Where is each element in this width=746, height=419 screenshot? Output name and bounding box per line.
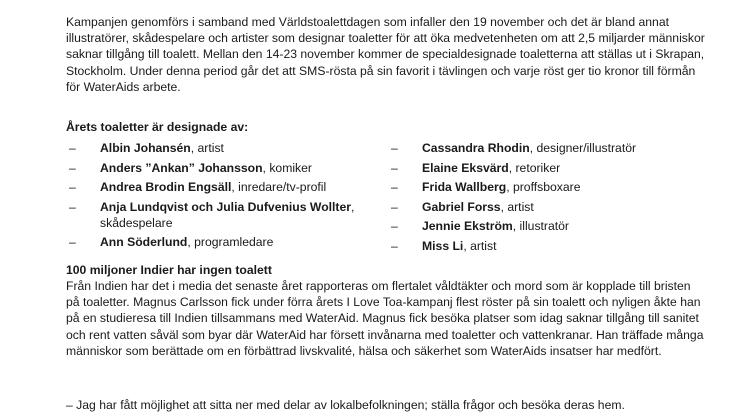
designer-name: Cassandra Rhodin [422, 141, 530, 155]
section-heading: 100 miljoner Indier har ingen toalett [66, 263, 272, 277]
dash-bullet: – [391, 160, 398, 175]
dash-bullet: – [391, 219, 398, 233]
designer-role: , illustratör [512, 219, 569, 233]
designer-name: Anja Lundqvist och Julia Dufvenius Wollter [100, 199, 351, 214]
designer-role: , artist [500, 199, 534, 214]
designer-role: , komiker [262, 160, 312, 175]
designer-role: , skådespelare [100, 199, 355, 230]
list-item [388, 140, 688, 156]
designer-role: , retoriker [508, 160, 561, 175]
designer-name: Anders ”Ankan” Johansson [100, 160, 263, 175]
designer-name: Frida Wallberg [422, 180, 507, 194]
designer-role: , programledare [187, 235, 274, 250]
intro-paragraph: Kampanjen genomförs i samband med Världstoalettdagen som infaller den 19 november och det är bland annat illustratörer, skådespelare och artister som designar toaletter för att öka medvetenheten om att 2,5 miljarder människor saknar tillgång till toalett. Mellan den 14-23 november kommer de specialdesignade toaletterna att ställas ut i Skrapan, Stockholm. Under denna period går det att SMS-rösta på sin favorit i tävlingen och varje röst ger tio kronor till förmån för WaterAids arbete. [66, 15, 705, 94]
list-item [66, 179, 366, 195]
designer-name: Miss Li [422, 238, 464, 253]
designer-name: Andrea Brodin Engsäll [100, 180, 232, 194]
designer-name: Jennie Ekström [422, 219, 513, 233]
designers-list-left [66, 140, 366, 254]
dash-bullet: – [391, 238, 398, 253]
dash-bullet: – [391, 180, 398, 194]
dash-bullet: – [69, 235, 76, 250]
designer-name: Gabriel Forss [422, 199, 501, 214]
designers-list-right [388, 140, 688, 257]
designer-name: Ann Söderlund [100, 235, 188, 250]
designers-heading: Årets toaletter är designade av: [66, 120, 249, 134]
list-item [66, 234, 366, 250]
designer-name: Albin Johansén [100, 141, 191, 155]
list-item [388, 160, 688, 176]
dash-bullet: – [391, 199, 398, 214]
designer-role: , proffsboxare [506, 180, 581, 194]
designer-role: , artist [463, 238, 497, 253]
designer-role: , designer/illustratör [529, 141, 637, 155]
dash-bullet: – [391, 141, 398, 155]
designer-name: Elaine Eksvärd [422, 160, 509, 175]
list-item [66, 140, 366, 156]
dash-bullet: – [69, 199, 76, 214]
dash-bullet: – [69, 141, 76, 155]
list-item [388, 238, 688, 254]
list-item [388, 218, 688, 234]
quote-paragraph: – Jag har fått möjlighet att sitta ner med delar av lokalbefolkningen; ställa frågor och besöka deras hem. [66, 398, 625, 412]
list-item [388, 179, 688, 195]
section-paragraph: Från Indien har det i media det senaste året rapporteras om flertalet våldtäkter och mord som är kopplade till bristen på toaletter. Magnus Carlsson fick under förra årets I Love Toa-kampanj flest röster på sin toalett och nyligen åkte han på en studieresa till Indien tillsammans med WaterAid. Magnus fick besöka platser som idag saknar tillgång till sanitet och rent vatten såväl som byar där WaterAid har försett invånarna med toaletter och vattenkranar. Han träffade många människor som berättade om en förbättrad livskvalité, hälsa och säkerhet som WaterAids insatser har medfört. [66, 279, 704, 358]
designer-role: , inredare/tv-profil [231, 180, 327, 194]
dash-bullet: – [69, 160, 76, 175]
dash-bullet: – [69, 180, 76, 194]
list-item [388, 199, 688, 215]
list-item [66, 199, 366, 231]
designer-role: , artist [190, 141, 224, 155]
list-item [66, 160, 366, 176]
